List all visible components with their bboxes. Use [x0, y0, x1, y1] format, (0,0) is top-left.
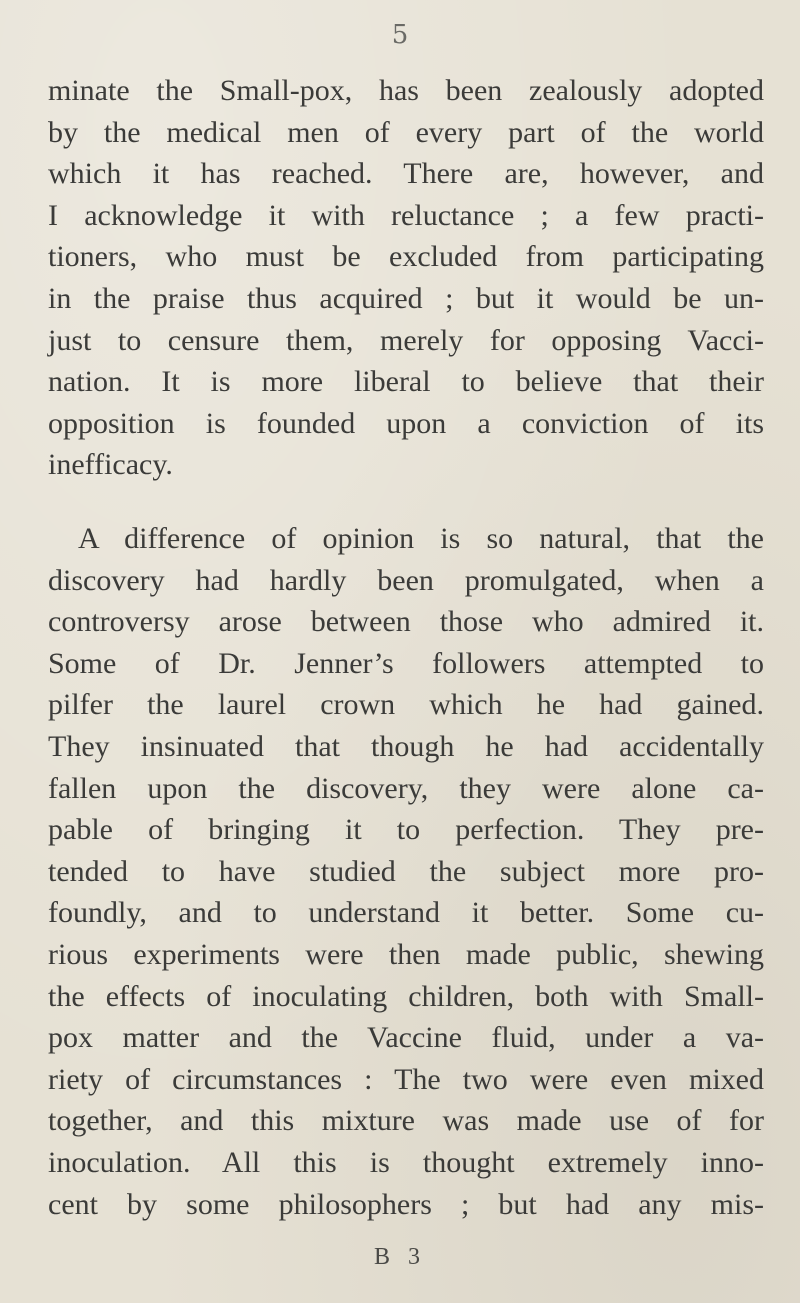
signature-mark: B 3: [373, 1244, 426, 1270]
text-line: riety of circumstances : The two were even mixed: [48, 1062, 764, 1096]
text-line: discovery had hardly been promulgated, when a: [48, 563, 764, 597]
text-line: They insinuated that though he had accidentally: [48, 729, 764, 763]
text-line: minate the Small-pox, has been zealously adopted: [48, 74, 764, 107]
text-line: A difference of opinion is so natural, that the: [78, 522, 764, 555]
text-line: I acknowledge it with reluctance ; a few practi-: [48, 198, 764, 232]
text-line: foundly, and to understand it better. Some cu-: [48, 896, 764, 930]
text-line: fallen upon the discovery, they were alone ca-: [48, 771, 764, 805]
text-line: the effects of inoculating children, both with Small-: [48, 979, 764, 1013]
text-line: controversy arose between those who admired it.: [48, 605, 764, 639]
text-line: in the praise thus acquired ; but it would be un-: [48, 281, 764, 315]
page-number: 5: [391, 20, 409, 50]
text-line: Some of Dr. Jenner’s followers attempted to: [48, 646, 764, 680]
text-line: pilfer the laurel crown which he had gained.: [48, 688, 764, 722]
text-line: opposition is founded upon a conviction of its: [48, 406, 764, 440]
text-line: tioners, who must be excluded from participating: [48, 240, 764, 274]
text-line: nation. It is more liberal to believe that their: [48, 365, 764, 399]
text-line: inoculation. All this is thought extremely inno-: [48, 1145, 764, 1179]
text-line: inefficacy.: [48, 448, 173, 482]
text-line: together, and this mixture was made use of for: [48, 1104, 764, 1138]
text-line: cent by some philosophers ; but had any mis-: [48, 1187, 764, 1221]
paragraph-1: [48, 70, 764, 486]
text-line: just to censure them, merely for opposing Vacci-: [48, 323, 764, 357]
text-line: which it has reached. There are, however, and: [48, 157, 764, 191]
text-line: pox matter and the Vaccine fluid, under a va-: [48, 1021, 764, 1055]
text-line: tended to have studied the subject more pro-: [48, 854, 764, 888]
paragraph-2: [48, 518, 764, 1225]
text-line: pable of bringing it to perfection. They pre-: [48, 813, 764, 847]
text-line: rious experiments were then made public, shewing: [48, 937, 764, 971]
text-line: by the medical men of every part of the world: [48, 115, 764, 149]
